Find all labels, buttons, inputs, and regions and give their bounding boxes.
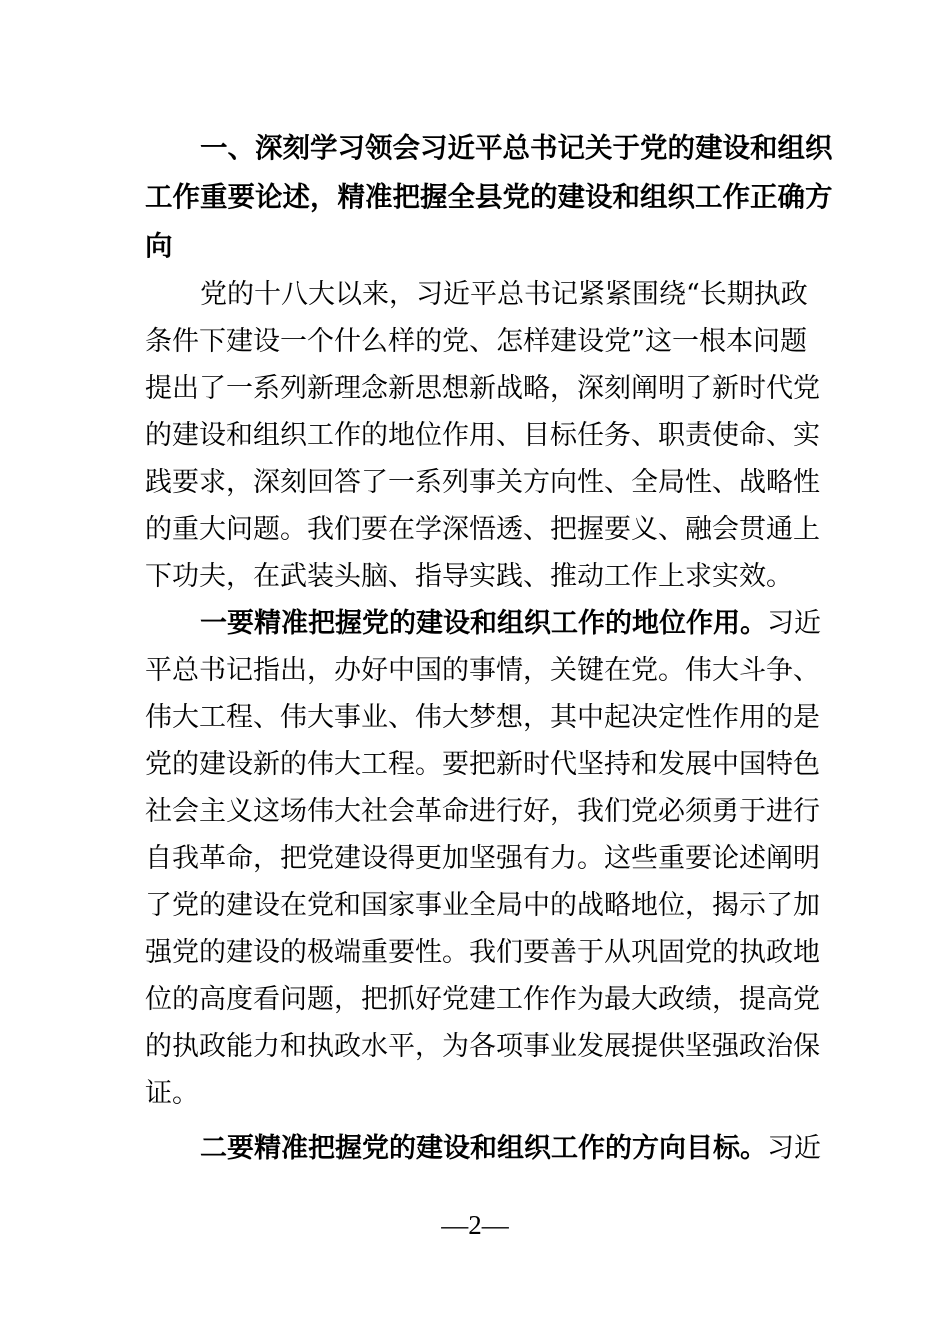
paragraph-1 <box>145 271 820 600</box>
paragraph-line: 的建设和组织工作的地位作用、目标任务、职责使命、实 <box>145 420 820 451</box>
paragraph-lead-bold: 二要精准把握党的建设和组织工作的方向目标。 <box>200 1133 767 1164</box>
paragraph-lead-tail: 习近 <box>767 1133 821 1164</box>
paragraph-line: 强党的建设的极端重要性。我们要善于从巩固党的执政地 <box>145 937 820 968</box>
paragraph-line: 条件下建设一个什么样的党、怎样建设党”这一根本问题 <box>145 326 807 357</box>
paragraph-line: 自我革命，把党建设得更加坚强有力。这些重要论述阐明 <box>145 843 820 874</box>
paragraph-line: 下功夫，在武装头脑、指导实践、推动工作上求实效。 <box>145 561 793 592</box>
paragraph-3 <box>145 1125 821 1172</box>
heading-line: 向 <box>145 230 173 262</box>
section-heading <box>145 124 833 271</box>
paragraph-line: 践要求，深刻回答了一系列事关方向性、全局性、战略性 <box>145 467 820 498</box>
paragraph-lead-line <box>145 600 821 647</box>
paragraph-line: 党的建设新的伟大工程。要把新时代坚持和发展中国特色 <box>145 749 820 780</box>
heading-line: 工作重要论述，精准把握全县党的建设和组织工作正确方 <box>145 181 833 213</box>
paragraph-lead-bold: 一要精准把握党的建设和组织工作的地位作用。 <box>200 608 767 639</box>
heading-line: 一、深刻学习领会习近平总书记关于党的建设和组织 <box>200 132 833 164</box>
paragraph-line: 伟大工程、伟大事业、伟大梦想，其中起决定性作用的是 <box>145 702 820 733</box>
paragraph-line: 党的十八大以来，习近平总书记紧紧围绕“长期执政 <box>200 279 808 310</box>
page-number: —2— <box>441 1210 509 1240</box>
paragraph-line: 证。 <box>145 1078 199 1109</box>
paragraph-line: 了党的建设在党和国家事业全局中的战略地位，揭示了加 <box>145 890 820 921</box>
paragraph-line: 社会主义这场伟大社会革命进行好，我们党必须勇于进行 <box>145 796 820 827</box>
document-page <box>145 124 833 1172</box>
paragraph-line: 平总书记指出，办好中国的事情，关键在党。伟大斗争、 <box>145 655 820 686</box>
paragraph-lead-line <box>145 1125 821 1172</box>
paragraph-line: 的执政能力和执政水平，为各项事业发展提供坚强政治保 <box>145 1031 820 1062</box>
paragraph-lead-tail: 习近 <box>767 608 821 639</box>
paragraph-line: 位的高度看问题，把抓好党建工作作为最大政绩，提高党 <box>145 984 820 1015</box>
paragraph-line: 提出了一系列新理念新思想新战略，深刻阐明了新时代党 <box>145 373 820 404</box>
paragraph-2 <box>145 600 821 1117</box>
paragraph-line: 的重大问题。我们要在学深悟透、把握要义、融会贯通上 <box>145 514 820 545</box>
